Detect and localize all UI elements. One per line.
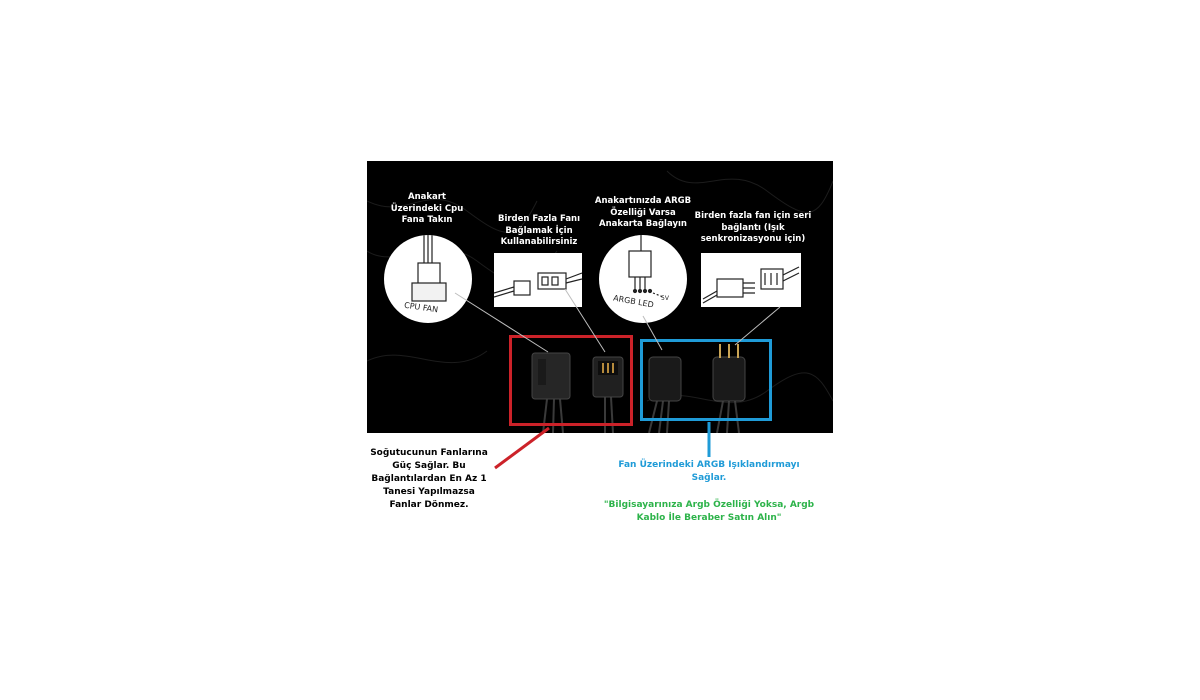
note-line: Fan Üzerindeki ARGB Işıklandırmayı [618,460,800,470]
caption-line: Anakarta Bağlayın [599,219,687,229]
argb-header-illustration [599,235,687,323]
argb-connectors-frame [640,339,772,421]
power-connectors-frame [509,335,633,426]
caption-line: Anakart [407,192,446,202]
caption-line: senkronizasyonu için) [700,234,806,244]
power-note-pointer [495,428,549,468]
argb-header-detail-circle [599,235,687,323]
note-line: Kablo İle Beraber Satın Alın" [636,513,782,523]
caption-line: Özelliği Varsa [610,207,676,218]
caption-line: Kullanabilirsiniz [500,237,578,247]
five-volt-label: 5V [661,295,669,302]
serial-connector-illustration [701,253,801,307]
note-line: Soğutucunun Fanlarına [370,448,488,458]
splitter-cable-illustration [494,253,582,307]
caption-multi-fan [485,214,593,249]
cpu-fan-detail-circle [384,235,472,323]
serial-connection-detail-box [701,253,801,307]
caption-line: Fana Takın [401,215,453,225]
note-line: "Bilgisayarınıza Argb Özelliği Yoksa, Argb [603,500,815,510]
note-line: Güç Sağlar. Bu [392,461,466,471]
caption-line: Birden Fazla Fanı [497,214,581,224]
recommendation-note [583,499,835,525]
caption-serial-connection [693,211,813,246]
fan-splitter-detail-box [494,253,582,307]
note-line: Fanlar Dönmez. [389,500,469,510]
caption-argb-motherboard [587,196,699,231]
caption-line: Anakartınızda ARGB [594,196,692,206]
caption-line: Bağlamak İçin [505,225,573,236]
caption-line: bağlantı (Işık [721,222,785,233]
note-line: Tanesi Yapılmazsa [383,487,475,497]
note-line: Bağlantılardan En Az 1 [371,474,487,484]
argb-led-label: ARGB LED [612,293,655,310]
cpu-fan-label: CPU FAN [403,300,439,315]
argb-note [594,459,824,485]
caption-cpu-fan [379,192,475,227]
power-note [355,447,503,512]
caption-line: Üzerindeki Cpu [390,203,464,214]
note-line: Sağlar. [691,473,727,483]
caption-line: Birden fazla fan için seri [694,211,812,221]
